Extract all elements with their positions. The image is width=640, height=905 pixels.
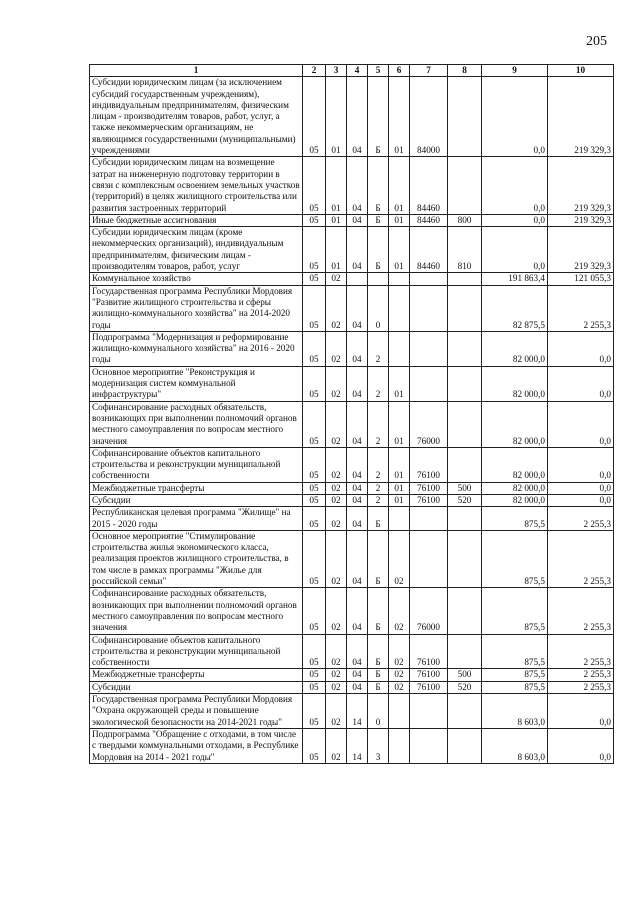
row-value-cell: 05 <box>303 507 326 531</box>
column-header: 3 <box>326 65 347 77</box>
row-value-cell <box>410 728 448 763</box>
row-value-cell: 14 <box>347 728 368 763</box>
row-value-cell: 76000 <box>410 588 448 634</box>
column-header: 4 <box>347 65 368 77</box>
row-value-cell <box>448 507 482 531</box>
row-value-cell: 0,0 <box>548 694 614 729</box>
row-value-cell <box>448 285 482 331</box>
row-value-cell: 76100 <box>410 681 448 693</box>
row-value-cell: 05 <box>303 227 326 273</box>
table-row <box>90 482 614 494</box>
column-header: 1 <box>90 65 303 77</box>
row-value-cell: 0 <box>368 285 389 331</box>
row-value-cell: 04 <box>347 227 368 273</box>
row-name-cell: Государственная программа Республики Мордовия "Охрана окружающей среды и повышение экологической безопасности на 2014-2021 годы" <box>90 694 303 729</box>
row-value-cell: 04 <box>347 447 368 482</box>
row-value-cell: 0,0 <box>548 494 614 506</box>
row-value-cell: 2 <box>368 331 389 366</box>
row-value-cell: 82 000,0 <box>482 482 548 494</box>
column-header: 2 <box>303 65 326 77</box>
row-value-cell: 2 255,3 <box>548 681 614 693</box>
table-row <box>90 507 614 531</box>
row-value-cell: 05 <box>303 366 326 401</box>
row-value-cell: 520 <box>448 494 482 506</box>
row-value-cell: 0,0 <box>548 728 614 763</box>
row-value-cell: 875,5 <box>482 681 548 693</box>
row-value-cell <box>410 273 448 285</box>
row-value-cell: 76100 <box>410 482 448 494</box>
row-name-cell: Межбюджетные трансферты <box>90 482 303 494</box>
row-value-cell <box>410 694 448 729</box>
row-name-cell: Субсидии юридическим лицам (кроме некоммерческих организаций), индивидуальным предпринимателям, физическим лицам - производителям товаров, работ, услуг <box>90 227 303 273</box>
row-value-cell <box>448 331 482 366</box>
row-value-cell: 05 <box>303 728 326 763</box>
row-value-cell <box>389 331 410 366</box>
row-value-cell: 04 <box>347 507 368 531</box>
row-value-cell: 02 <box>326 588 347 634</box>
row-value-cell: Б <box>368 634 389 669</box>
row-value-cell: 875,5 <box>482 507 548 531</box>
budget-table <box>89 64 614 764</box>
row-value-cell: 02 <box>389 588 410 634</box>
row-value-cell: 0,0 <box>482 77 548 157</box>
row-value-cell: 84460 <box>410 227 448 273</box>
row-value-cell: 219 329,3 <box>548 227 614 273</box>
row-value-cell: 0 <box>368 694 389 729</box>
row-value-cell: 02 <box>326 494 347 506</box>
row-value-cell: 04 <box>347 157 368 214</box>
row-value-cell: 76100 <box>410 669 448 681</box>
row-value-cell: 0,0 <box>548 331 614 366</box>
row-value-cell: 04 <box>347 214 368 226</box>
row-value-cell: 2 <box>368 447 389 482</box>
row-value-cell: 219 329,3 <box>548 157 614 214</box>
row-value-cell: 219 329,3 <box>548 214 614 226</box>
row-value-cell <box>448 401 482 447</box>
row-value-cell <box>448 728 482 763</box>
row-name-cell: Софинансирование объектов капитального строительства и реконструкции муниципальной собственности <box>90 634 303 669</box>
row-name-cell: Софинансирование расходных обязательств, возникающих при выполнении полномочий органов местного самоуправления по вопросам местного значения <box>90 401 303 447</box>
row-value-cell <box>410 331 448 366</box>
row-value-cell: 04 <box>347 494 368 506</box>
row-value-cell: 05 <box>303 669 326 681</box>
row-value-cell: 2 255,3 <box>548 634 614 669</box>
row-value-cell: Б <box>368 214 389 226</box>
row-value-cell: 01 <box>389 227 410 273</box>
row-value-cell <box>448 694 482 729</box>
table-row <box>90 447 614 482</box>
row-value-cell: 02 <box>326 366 347 401</box>
row-value-cell: 02 <box>326 669 347 681</box>
row-value-cell: 219 329,3 <box>548 77 614 157</box>
row-value-cell <box>448 588 482 634</box>
row-name-cell: Межбюджетные трансферты <box>90 669 303 681</box>
row-value-cell: 0,0 <box>548 366 614 401</box>
row-value-cell: 01 <box>389 401 410 447</box>
row-value-cell: 05 <box>303 331 326 366</box>
row-value-cell <box>389 273 410 285</box>
row-value-cell <box>448 273 482 285</box>
row-value-cell: 76000 <box>410 401 448 447</box>
row-value-cell <box>410 285 448 331</box>
row-value-cell: 82 000,0 <box>482 494 548 506</box>
table-row <box>90 157 614 214</box>
row-value-cell: 05 <box>303 77 326 157</box>
table-row <box>90 401 614 447</box>
row-value-cell: 0,0 <box>482 227 548 273</box>
table-row <box>90 331 614 366</box>
row-value-cell: 810 <box>448 227 482 273</box>
row-value-cell <box>389 694 410 729</box>
row-value-cell: 84000 <box>410 77 448 157</box>
row-value-cell: 0,0 <box>482 157 548 214</box>
row-value-cell: 2 <box>368 401 389 447</box>
row-value-cell: 0,0 <box>548 447 614 482</box>
row-value-cell: Б <box>368 77 389 157</box>
row-value-cell: 84460 <box>410 157 448 214</box>
row-value-cell: 500 <box>448 482 482 494</box>
column-header: 5 <box>368 65 389 77</box>
row-value-cell: 05 <box>303 588 326 634</box>
column-header: 7 <box>410 65 448 77</box>
row-value-cell: 01 <box>389 494 410 506</box>
row-value-cell: Б <box>368 157 389 214</box>
row-name-cell: Софинансирование объектов капитального строительства и реконструкции муниципальной собственности <box>90 447 303 482</box>
row-value-cell: 2 <box>368 366 389 401</box>
table-row <box>90 634 614 669</box>
row-value-cell: 04 <box>347 366 368 401</box>
row-value-cell: 02 <box>326 507 347 531</box>
table-row <box>90 77 614 157</box>
row-name-cell: Субсидии юридическим лицам (за исключением субсидий государственным учреждениям), индивидуальным предпринимателям, физическим лицам - производителям товаров, работ, услуг, а также некоммерческим организациям, не являющимся государственными (муниципальными) учреждениями <box>90 77 303 157</box>
table-row <box>90 285 614 331</box>
row-value-cell: 84460 <box>410 214 448 226</box>
row-value-cell: 875,5 <box>482 669 548 681</box>
row-value-cell: 02 <box>326 401 347 447</box>
column-header: 6 <box>389 65 410 77</box>
row-value-cell: 04 <box>347 482 368 494</box>
row-value-cell: 0,0 <box>482 214 548 226</box>
table-row <box>90 366 614 401</box>
row-value-cell: 14 <box>347 694 368 729</box>
table-row <box>90 588 614 634</box>
row-value-cell: 05 <box>303 634 326 669</box>
row-value-cell: 76100 <box>410 494 448 506</box>
row-value-cell: 0,0 <box>548 401 614 447</box>
row-value-cell: 01 <box>326 77 347 157</box>
row-value-cell: 05 <box>303 273 326 285</box>
row-value-cell: 82 000,0 <box>482 401 548 447</box>
page-number: 205 <box>586 34 607 49</box>
row-value-cell: 800 <box>448 214 482 226</box>
row-value-cell: 01 <box>326 227 347 273</box>
row-value-cell: 02 <box>389 669 410 681</box>
row-name-cell: Основное мероприятие "Реконструкция и модернизация систем коммунальной инфраструктуры" <box>90 366 303 401</box>
row-name-cell: Основное мероприятие "Стимулирование строительства жилья экономического класса, реализация проектов жилищного строительства, в том числе в рамках программы "Жилье для российской семьи" <box>90 530 303 587</box>
row-value-cell: 01 <box>389 214 410 226</box>
row-value-cell: 02 <box>326 681 347 693</box>
row-value-cell: 02 <box>326 331 347 366</box>
table-body <box>90 77 614 764</box>
row-value-cell: 05 <box>303 694 326 729</box>
row-value-cell <box>368 273 389 285</box>
row-value-cell: 0,0 <box>548 482 614 494</box>
row-value-cell: 520 <box>448 681 482 693</box>
row-value-cell: 05 <box>303 482 326 494</box>
row-value-cell: 05 <box>303 494 326 506</box>
row-value-cell: 02 <box>326 285 347 331</box>
row-value-cell: 04 <box>347 401 368 447</box>
row-value-cell: 05 <box>303 157 326 214</box>
row-value-cell: 02 <box>326 634 347 669</box>
table-row <box>90 273 614 285</box>
column-header: 8 <box>448 65 482 77</box>
row-name-cell: Подпрограмма "Модернизация и реформирование жилищно-коммунального хозяйства" на 2016 - 2020 годы <box>90 331 303 366</box>
row-value-cell: 02 <box>389 530 410 587</box>
table-row <box>90 669 614 681</box>
row-value-cell: 05 <box>303 530 326 587</box>
row-value-cell: 875,5 <box>482 634 548 669</box>
row-name-cell: Софинансирование расходных обязательств, возникающих при выполнении полномочий органов местного самоуправления по вопросам местного значения <box>90 588 303 634</box>
row-value-cell: Б <box>368 588 389 634</box>
row-value-cell: 01 <box>389 157 410 214</box>
row-value-cell: 01 <box>326 214 347 226</box>
row-value-cell <box>448 447 482 482</box>
row-value-cell: 8 603,0 <box>482 694 548 729</box>
row-name-cell: Государственная программа Республики Мордовия "Развитие жилищного строительства и сферы жилищно-коммунального хозяйства" на 2014-2020 годы <box>90 285 303 331</box>
row-value-cell <box>448 634 482 669</box>
row-name-cell: Субсидии юридическим лицам на возмещение затрат на инженерную подготовку территории в связи с комплексным освоением земельных участков (территорий) в целях жилищного строительства или развития застроенных территорий <box>90 157 303 214</box>
table-row <box>90 728 614 763</box>
row-value-cell: 05 <box>303 681 326 693</box>
row-name-cell: Субсидии <box>90 681 303 693</box>
row-value-cell: 04 <box>347 285 368 331</box>
row-value-cell: 76100 <box>410 447 448 482</box>
row-value-cell <box>389 728 410 763</box>
row-value-cell: 3 <box>368 728 389 763</box>
row-value-cell: 01 <box>389 366 410 401</box>
row-value-cell: 02 <box>326 482 347 494</box>
table-row <box>90 530 614 587</box>
row-value-cell: 05 <box>303 214 326 226</box>
row-value-cell: 191 863,4 <box>482 273 548 285</box>
row-value-cell <box>448 530 482 587</box>
row-value-cell: Б <box>368 227 389 273</box>
row-value-cell: 02 <box>389 634 410 669</box>
row-value-cell: 04 <box>347 669 368 681</box>
row-value-cell: 02 <box>389 681 410 693</box>
row-value-cell <box>389 507 410 531</box>
row-value-cell: 82 000,0 <box>482 331 548 366</box>
row-value-cell: 02 <box>326 273 347 285</box>
row-value-cell: 02 <box>326 694 347 729</box>
row-value-cell: 05 <box>303 447 326 482</box>
row-value-cell: 01 <box>389 482 410 494</box>
row-value-cell: 121 055,3 <box>548 273 614 285</box>
row-value-cell: 2 255,3 <box>548 507 614 531</box>
table-row <box>90 694 614 729</box>
row-value-cell: 02 <box>326 447 347 482</box>
row-value-cell <box>389 285 410 331</box>
row-value-cell: 82 000,0 <box>482 447 548 482</box>
table-row <box>90 494 614 506</box>
table-row <box>90 227 614 273</box>
column-header: 9 <box>482 65 548 77</box>
row-value-cell <box>448 366 482 401</box>
row-value-cell: 04 <box>347 331 368 366</box>
row-value-cell: 875,5 <box>482 530 548 587</box>
row-value-cell: 04 <box>347 77 368 157</box>
row-value-cell: 01 <box>389 447 410 482</box>
row-value-cell: 500 <box>448 669 482 681</box>
row-value-cell: 01 <box>326 157 347 214</box>
row-value-cell: 76100 <box>410 634 448 669</box>
row-value-cell: Б <box>368 681 389 693</box>
row-value-cell <box>410 366 448 401</box>
row-value-cell: 875,5 <box>482 588 548 634</box>
row-value-cell: Б <box>368 507 389 531</box>
table-row <box>90 681 614 693</box>
row-value-cell: 82 875,5 <box>482 285 548 331</box>
row-value-cell: 2 255,3 <box>548 285 614 331</box>
row-value-cell: 8 603,0 <box>482 728 548 763</box>
row-value-cell: 05 <box>303 401 326 447</box>
row-name-cell: Республиканская целевая программа "Жилище" на 2015 - 2020 годы <box>90 507 303 531</box>
row-value-cell: 04 <box>347 588 368 634</box>
header-row <box>90 65 614 77</box>
row-value-cell <box>410 507 448 531</box>
row-value-cell: 2 <box>368 494 389 506</box>
row-name-cell: Подпрограмма "Обращение с отходами, в том числе с твердыми коммунальными отходами, в Республике Мордовия на 2014 - 2021 годы" <box>90 728 303 763</box>
row-value-cell: Б <box>368 669 389 681</box>
row-value-cell: 02 <box>326 530 347 587</box>
row-value-cell: 2 <box>368 482 389 494</box>
row-name-cell: Иные бюджетные ассигнования <box>90 214 303 226</box>
row-value-cell: Б <box>368 530 389 587</box>
row-value-cell: 04 <box>347 681 368 693</box>
row-value-cell <box>347 273 368 285</box>
row-value-cell: 02 <box>326 728 347 763</box>
row-value-cell: 2 255,3 <box>548 669 614 681</box>
row-value-cell <box>448 77 482 157</box>
row-value-cell: 2 255,3 <box>548 588 614 634</box>
column-header: 10 <box>548 65 614 77</box>
row-value-cell: 04 <box>347 634 368 669</box>
row-value-cell <box>410 530 448 587</box>
row-value-cell: 04 <box>347 530 368 587</box>
row-value-cell: 05 <box>303 285 326 331</box>
row-value-cell <box>448 157 482 214</box>
table-row <box>90 214 614 226</box>
row-value-cell: 01 <box>389 77 410 157</box>
row-value-cell: 82 000,0 <box>482 366 548 401</box>
row-name-cell: Субсидии <box>90 494 303 506</box>
row-value-cell: 2 255,3 <box>548 530 614 587</box>
row-name-cell: Коммунальное хозяйство <box>90 273 303 285</box>
